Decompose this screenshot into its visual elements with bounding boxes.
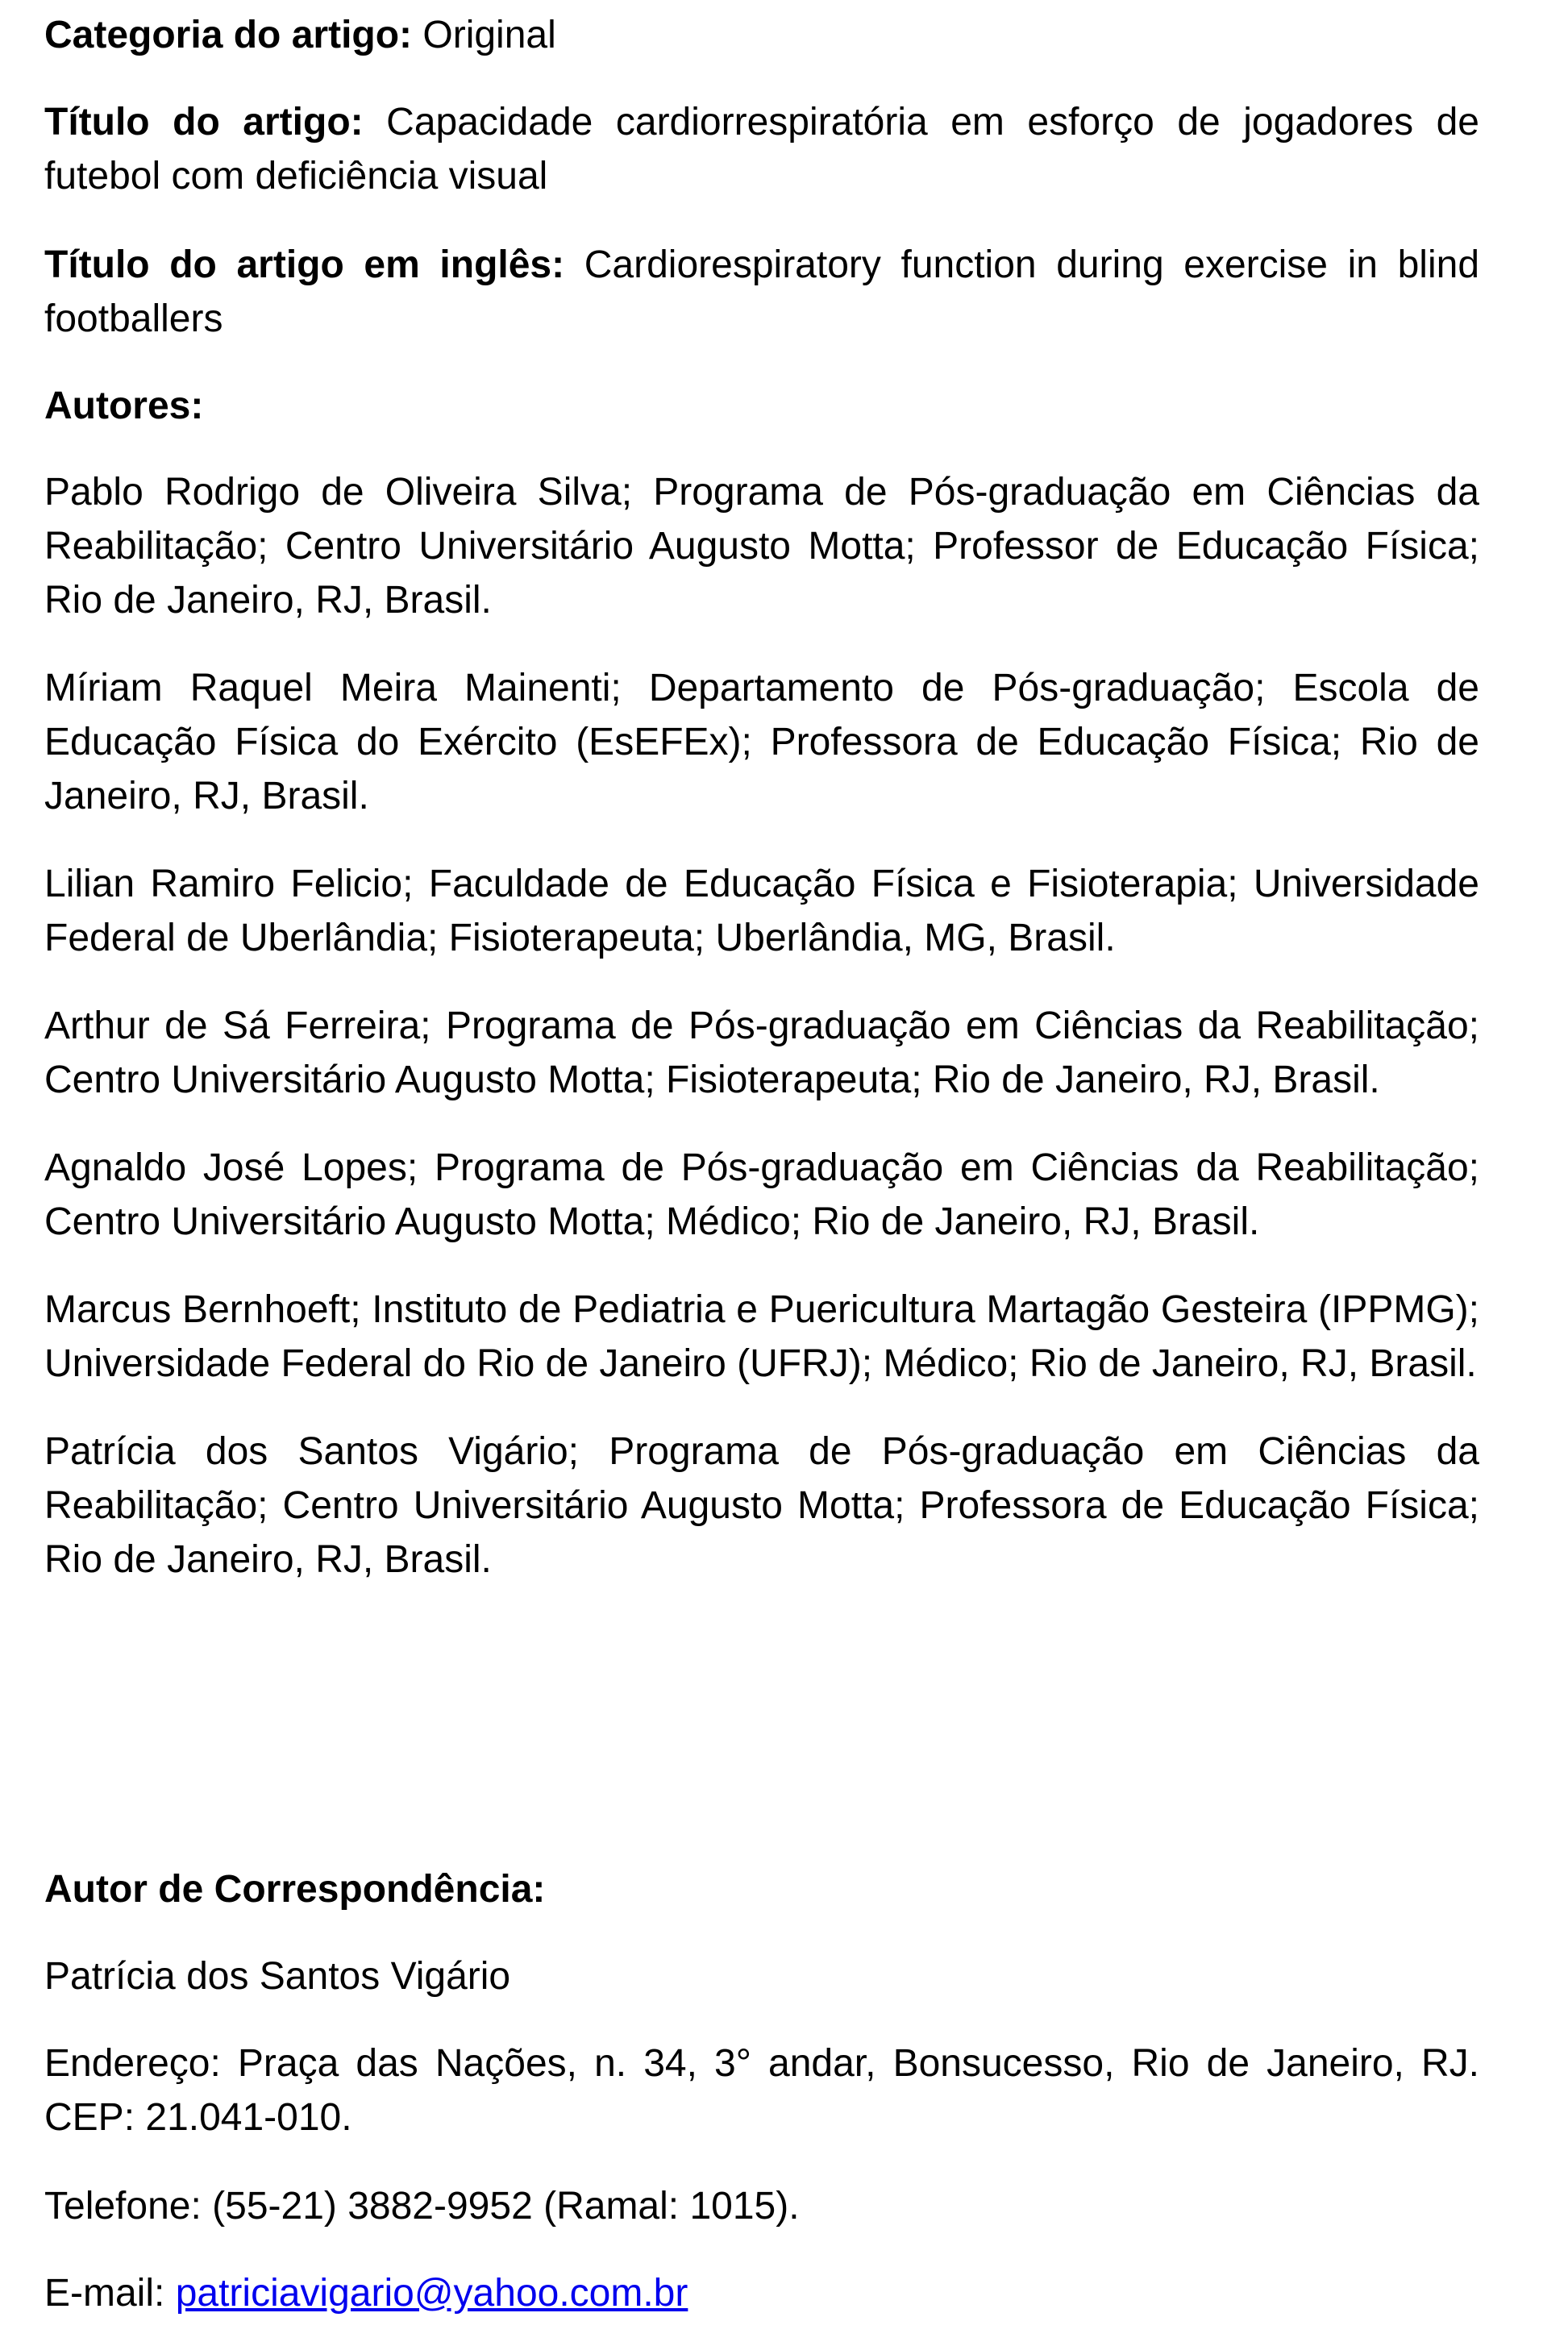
- article-title-english-label: Título do artigo em inglês:: [44, 243, 565, 286]
- author-entry: Agnaldo José Lopes; Programa de Pós-graduação em Ciências da Reabilitação; Centro Universitário Augusto Motta; Médico; Rio de Janeiro, RJ, Brasil.: [44, 1146, 1479, 1243]
- author-entry: Míriam Raquel Meira Mainenti; Departamento de Pós-graduação; Escola de Educação Física do Exército (EsEFEx); Professora de Educação Física; Rio de Janeiro, RJ, Brasil.: [44, 667, 1479, 817]
- corresponding-author-email: [44, 2266, 688, 2320]
- author-entry: Lilian Ramiro Felicio; Faculdade de Educação Física e Fisioterapia; Universidade Federal de Uberlândia; Fisioterapeuta; Uberlândia, MG, Brasil.: [44, 863, 1479, 959]
- article-category: [44, 8, 556, 62]
- author-entry: Arthur de Sá Ferreira; Programa de Pós-graduação em Ciências da Reabilitação; Centro Universitário Augusto Motta; Fisioterapeuta; Rio de Janeiro, RJ, Brasil.: [44, 1005, 1479, 1101]
- author-entry: Marcus Bernhoeft; Instituto de Pediatria e Puericultura Martagão Gesteira (IPPMG); Universidade Federal do Rio de Janeiro (UFRJ); Médico; Rio de Janeiro, RJ, Brasil.: [44, 1288, 1479, 1385]
- article-category-value: Original: [422, 14, 556, 56]
- email-label: E-mail:: [44, 2272, 165, 2315]
- corresponding-author-address: Endereço: Praça das Nações, n. 34, 3° andar, Bonsucesso, Rio de Janeiro, RJ. CEP: 21.041-010.: [44, 2042, 1479, 2139]
- article-title-english: [44, 238, 1479, 346]
- article-title-label: Título do artigo:: [44, 101, 364, 144]
- corresponding-author-name: Patrícia dos Santos Vigário: [44, 1955, 511, 1998]
- corresponding-author-heading: Autor de Correspondência:: [44, 1868, 546, 1911]
- corresponding-author-phone: Telefone: (55-21) 3882-9952 (Ramal: 1015).: [44, 2185, 800, 2228]
- email-link[interactable]: patriciavigario@yahoo.com.br: [175, 2272, 688, 2315]
- article-title-english-value: Cardiorespiratory function during exercise in blind footballers: [44, 243, 1480, 340]
- article-title: [44, 95, 1479, 203]
- article-category-label: Categoria do artigo:: [44, 14, 413, 56]
- article-title-value: Capacidade cardiorrespiratória em esforço de jogadores de futebol com deficiência visual: [44, 101, 1479, 198]
- author-entry: Pablo Rodrigo de Oliveira Silva; Programa de Pós-graduação em Ciências da Reabilitação; Centro Universitário Augusto Motta; Professor de Educação Física; Rio de Janeiro, RJ, Brasil.: [44, 471, 1479, 622]
- authors-heading: Autores:: [44, 385, 204, 427]
- author-entry: Patrícia dos Santos Vigário; Programa de Pós-graduação em Ciências da Reabilitação; Centro Universitário Augusto Motta; Professora de Educação Física; Rio de Janeiro, RJ, Brasil.: [44, 1430, 1479, 1581]
- author-list: [44, 465, 1479, 1620]
